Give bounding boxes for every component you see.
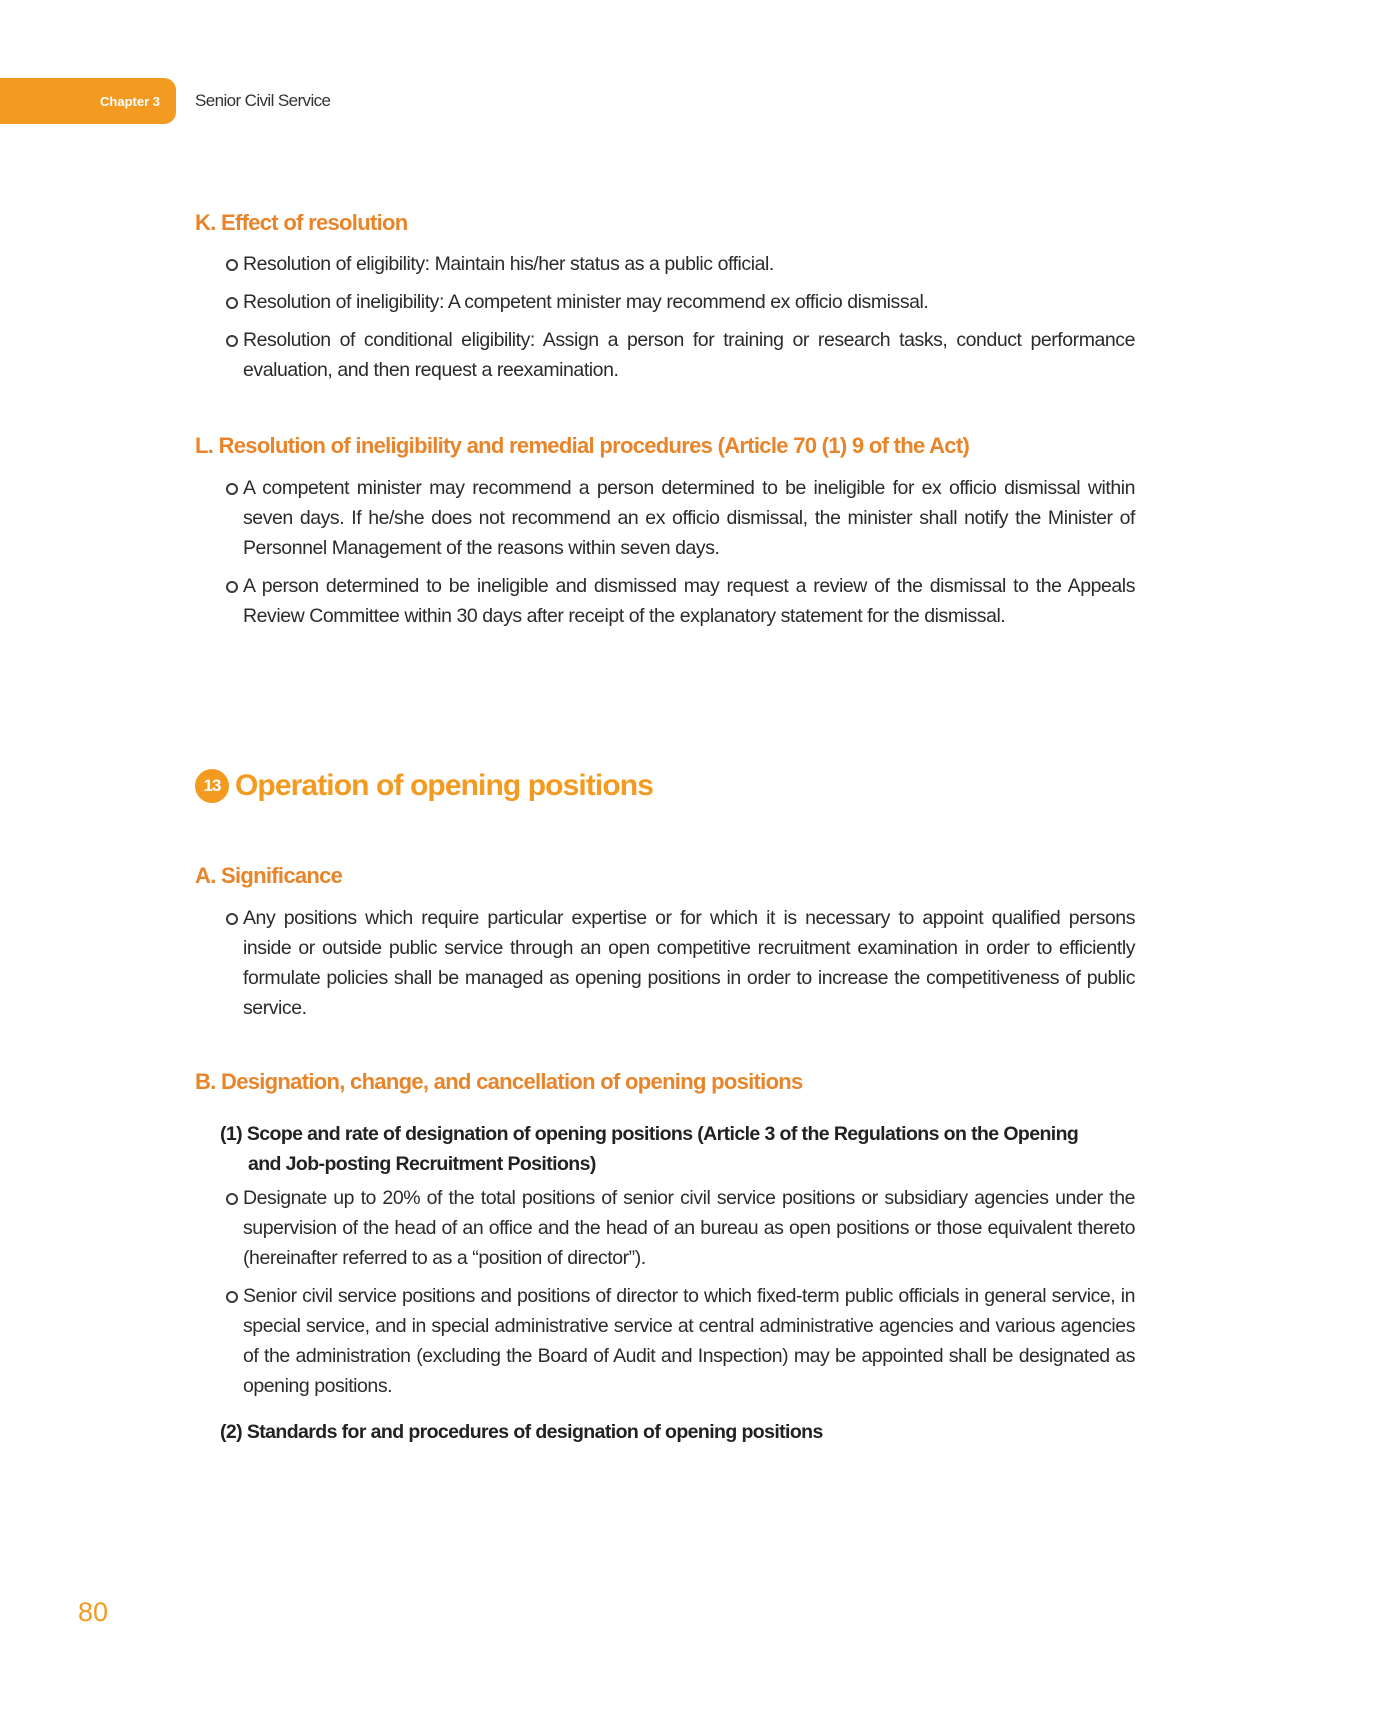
list-scope-and-rate — [195, 1183, 1135, 1401]
list-effect-of-resolution — [195, 249, 1135, 385]
heading-effect-of-resolution: K. Effect of resolution — [195, 210, 408, 235]
subheading-scope-and-rate-line1: (1) Scope and rate of designation of opening positions (Article 3 of the Regulations on the Opening — [220, 1123, 1079, 1145]
heading-significance: A. Significance — [195, 863, 343, 888]
list-item — [195, 325, 1135, 385]
circle-bullet-icon — [226, 1193, 238, 1205]
list-item-text: Resolution of eligibility: Maintain his/her status as a public official. — [243, 253, 774, 275]
circle-bullet-icon — [226, 335, 238, 347]
list-item-text: A competent minister may recommend a person determined to be ineligible for ex officio dismissal within seven days. If he/she does not recommend an ex officio dismissal, the minister shall notify the Minister of Personnel Management of the reasons within seven days. — [243, 477, 1135, 559]
list-item-text: Senior civil service positions and positions of director to which fixed-term public officials in general service, in special service, and in special administrative service at central administrative agencies and various agencies of the administration (excluding the Board of Audit and Inspection) may be appointed shall be designated as opening positions. — [243, 1285, 1135, 1397]
list-item — [195, 1183, 1135, 1273]
chapter-label: Chapter 3 — [100, 93, 160, 109]
list-item — [195, 1281, 1135, 1401]
list-resolution-of-ineligibility — [195, 473, 1135, 631]
list-item — [195, 249, 1135, 279]
subheading-scope-and-rate-line2: and Job-posting Recruitment Positions) — [248, 1153, 596, 1175]
circle-bullet-icon — [226, 259, 238, 271]
list-item-text: Resolution of ineligibility: A competent minister may recommend ex officio dismissal. — [243, 291, 929, 313]
list-item-text: Any positions which require particular expertise or for which it is necessary to appoint qualified persons inside or outside public service through an open competitive recruitment examination in order to efficiently formulate policies shall be managed as opening positions in order to increase the competitiveness of public service. — [243, 907, 1135, 1019]
heading-designation-change-cancellation: B. Designation, change, and cancellation of opening positions — [195, 1069, 803, 1094]
heading-resolution-of-ineligibility: L. Resolution of ineligibility and remedial procedures (Article 70 (1) 9 of the Act) — [195, 433, 970, 458]
list-item-text: Designate up to 20% of the total positions of senior civil service positions or subsidiary agencies under the supervision of the head of an office and the head of an bureau as open positions or those equivalent thereto (hereinafter referred to as a “position of director”). — [243, 1187, 1135, 1269]
section-number-badge: 13 — [195, 769, 229, 803]
list-significance — [195, 903, 1135, 1023]
running-title: Senior Civil Service — [195, 91, 331, 110]
section-title — [195, 769, 1135, 803]
list-item — [195, 287, 1135, 317]
page-content — [195, 210, 1135, 1447]
circle-bullet-icon — [226, 483, 238, 495]
circle-bullet-icon — [226, 913, 238, 925]
list-item-text: Resolution of conditional eligibility: Assign a person for training or research tasks, conduct performance evaluation, and then request a reexamination. — [243, 329, 1135, 381]
page-number: 80 — [78, 1597, 109, 1627]
list-item — [195, 571, 1135, 631]
subheading-scope-and-rate — [195, 1119, 1135, 1179]
section-title-text: Operation of opening positions — [235, 769, 653, 802]
circle-bullet-icon — [226, 297, 238, 309]
subheading-standards-and-procedures: (2) Standards for and procedures of designation of opening positions — [220, 1421, 823, 1443]
list-item-text: A person determined to be ineligible and dismissed may request a review of the dismissal to the Appeals Review Committee within 30 days after receipt of the explanatory statement for the dismissal. — [243, 575, 1135, 627]
list-item — [195, 903, 1135, 1023]
circle-bullet-icon — [226, 581, 238, 593]
list-item — [195, 473, 1135, 563]
circle-bullet-icon — [226, 1291, 238, 1303]
chapter-tab — [0, 78, 176, 124]
